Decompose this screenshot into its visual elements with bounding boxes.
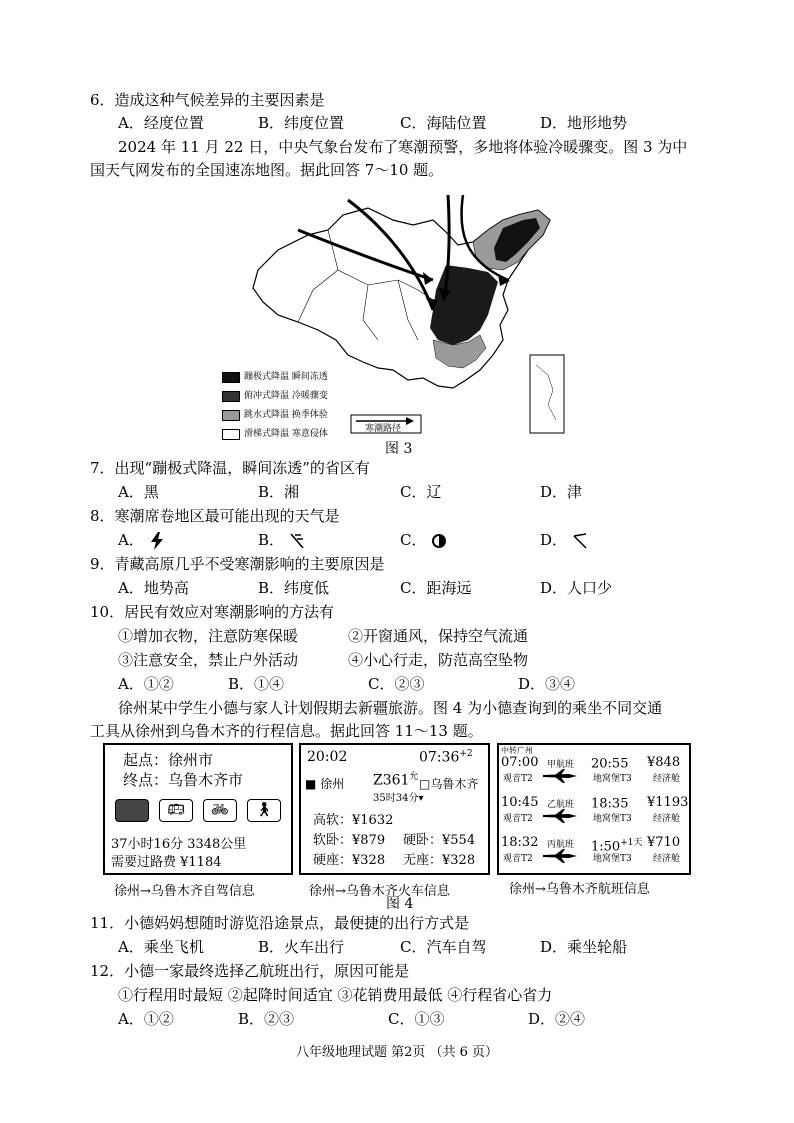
q10-option-b: B．①④ — [228, 675, 285, 693]
flight-arr-time-value: 1:50 — [591, 839, 621, 855]
train-number-value: Z361 — [373, 772, 410, 789]
airplane-icon — [543, 769, 579, 783]
q11-option-c: C．汽车自驾 — [400, 938, 487, 956]
train-price-hard-sleeper: 硬卧：¥554 — [403, 833, 476, 848]
q8-option-b — [258, 530, 307, 550]
train-from: ■ 徐州 — [305, 777, 345, 791]
train-arr-sup: +2 — [459, 749, 473, 759]
drive-duration: 37小时16分 3348公里 — [111, 837, 247, 852]
flight-arr-time-value: 18:35 — [591, 796, 629, 812]
map-legend — [222, 368, 328, 444]
train-to: □乌鲁木齐 — [419, 777, 479, 791]
flight-arr-time-value: 20:55 — [591, 756, 629, 772]
q12-statements: ①行程用时最短 ②起降时间适宜 ③花销费用最低 ④行程省心省力 — [118, 986, 553, 1004]
flight-row — [499, 795, 689, 831]
walk-icon: 🚶︎ — [247, 799, 281, 822]
q9-option-b: B．纬度低 — [258, 579, 330, 597]
bicycle-icon: 🚲︎ — [203, 799, 237, 822]
page-footer: 八年级地理试题 第2页 （共 6 页） — [295, 1045, 499, 1060]
q9-option-a: A．地势高 — [118, 579, 189, 597]
q12-stem: 12．小德一家最终选择乙航班出行，原因可能是 — [90, 962, 410, 980]
flight-dep-time: 07:00 — [501, 755, 539, 770]
figure3-caption: 图 3 — [385, 441, 413, 457]
q10-option-d: D．③④ — [518, 675, 576, 693]
flight-class: 经济舱 — [653, 854, 681, 864]
q6-option-a: A．经度位置 — [118, 114, 204, 132]
intro1-line2: 国天气网发布的全国速冻地图。据此回答 7～10 题。 — [90, 161, 444, 179]
flight-price: ¥848 — [647, 755, 681, 770]
flight-dep-time: 10:45 — [501, 795, 539, 810]
train-price-soft-sleeper: 软卧：¥879 — [313, 833, 386, 848]
q12-option-b: B．②③ — [238, 1010, 295, 1028]
flight-row — [499, 835, 689, 871]
route-legend-label: 寒潮路径 — [365, 424, 402, 434]
q12-option-d: D．②④ — [528, 1010, 586, 1028]
flight-dep-terminal: 观音T2 — [503, 814, 533, 824]
q7-option-b: B．湘 — [258, 483, 300, 501]
flight-arr-sup: +1天 — [620, 838, 643, 848]
flight-arr-time — [591, 795, 628, 811]
train-number — [373, 769, 418, 789]
flight-name: 丙航班 — [547, 840, 575, 850]
train-price-hard-seat: 硬座：¥328 — [313, 853, 386, 868]
south-sea-inset — [530, 355, 564, 433]
car-icon — [115, 799, 149, 822]
q7-stem: 7．出现“蹦极式降温，瞬间冻透”的省区有 — [90, 459, 370, 477]
q10-statement-4: ④小心行走，防范高空坠物 — [348, 651, 529, 669]
q9-option-d: D．人口少 — [540, 579, 613, 597]
flight-name: 乙航班 — [547, 800, 575, 810]
flight-caption: 徐州→乌鲁木齐航班信息 — [509, 882, 650, 897]
flight-arr-time — [591, 755, 628, 771]
q11-stem: 11．小德妈妈想随时游览沿途景点，最便捷的出行方式是 — [90, 914, 470, 932]
q8-option-d — [540, 530, 590, 550]
wind-icon — [289, 532, 307, 550]
wind-flag-icon — [572, 532, 590, 550]
self-drive-panel — [103, 743, 293, 875]
flight-row — [499, 755, 689, 791]
q6-option-b: B．纬度位置 — [258, 114, 345, 132]
flight-arr-terminal: 地窝堡T3 — [593, 774, 632, 784]
q8-option-d-label: D． — [540, 531, 568, 549]
q8-stem: 8．寒潮席卷地区最可能出现的天气是 — [90, 507, 340, 525]
train-arr-time-value: 07:36 — [419, 749, 460, 766]
intro2-line2: 工具从徐州到乌鲁木齐的行程信息。据此回答 11～13 题。 — [90, 722, 483, 740]
q7-option-c: C．辽 — [400, 483, 442, 501]
drive-end: 终点：乌鲁木齐市 — [123, 771, 244, 789]
drive-toll: 需要过路费 ¥1184 — [111, 855, 222, 870]
q10-statement-1: ①增加衣物，注意防寒保暖 — [118, 627, 299, 645]
q8-option-c — [400, 530, 447, 550]
partly-cloudy-icon — [431, 532, 447, 550]
airplane-icon — [543, 849, 579, 863]
q7-option-d: D．津 — [540, 483, 583, 501]
q10-option-a: A．①② — [118, 675, 174, 693]
bus-icon: 🚌︎ — [159, 799, 193, 822]
q9-stem: 9．青藏高原几乎不受寒潮影响的主要原因是 — [90, 555, 385, 573]
flight-class: 经济舱 — [653, 774, 681, 784]
intro2-line1: 徐州某中学生小德与家人计划假期去新疆旅游。图 4 为小德查询到的乘坐不同交通 — [118, 699, 663, 717]
flight-panel — [497, 743, 691, 875]
q8-option-c-label: C． — [400, 531, 427, 549]
flight-dep-terminal: 观音T2 — [503, 854, 533, 864]
q10-statement-3: ③注意安全，禁止户外活动 — [118, 651, 299, 669]
q10-option-c: C．②③ — [368, 675, 425, 693]
q8-option-b-label: B． — [258, 531, 285, 549]
flight-price: ¥710 — [647, 835, 681, 850]
q6-option-c: C．海陆位置 — [400, 114, 487, 132]
q8-option-a-label: A． — [118, 531, 144, 549]
train-panel — [299, 743, 490, 875]
flight-dep-terminal: 观音T2 — [503, 774, 533, 784]
flight-price: ¥1193 — [647, 795, 689, 810]
train-dep-time: 20:02 — [307, 749, 348, 765]
airplane-icon — [543, 809, 579, 823]
intro1-line1: 2024 年 11 月 22 日，中央气象台发布了寒潮预警，多地将体验冷暖骤变。图 3 为中 — [118, 138, 688, 156]
q12-option-c: C．①③ — [388, 1010, 445, 1028]
flight-class: 经济舱 — [653, 814, 681, 824]
flight-arr-terminal: 地窝堡T3 — [593, 814, 632, 824]
train-arr-time — [419, 749, 473, 766]
q12-option-a: A．①② — [118, 1010, 174, 1028]
q9-option-c: C．距海远 — [400, 579, 472, 597]
q11-option-a: A．乘坐飞机 — [118, 938, 204, 956]
legend-row: 跳水式降温 换季体验 — [222, 406, 328, 425]
legend-row: 蹦极式降温 瞬间冻透 — [222, 368, 328, 387]
train-price-soft-sleeper-deluxe: 高软：¥1632 — [313, 813, 394, 828]
figure4-caption: 图 4 — [386, 896, 414, 912]
flight-dep-time: 18:32 — [501, 835, 539, 850]
legend-row: 滑梯式降温 寒意侵体 — [222, 425, 328, 444]
flight-name: 甲航班 — [547, 760, 575, 770]
q6-option-d: D．地形地势 — [540, 114, 628, 132]
train-duration: 35时34分▾ — [373, 793, 424, 804]
drive-start: 起点：徐州市 — [123, 751, 214, 769]
thunderstorm-icon — [149, 532, 165, 550]
train-price-no-seat: 无座：¥328 — [403, 853, 476, 868]
q11-option-b: B．火车出行 — [258, 938, 345, 956]
legend-row: 俯冲式降温 冷暖骤变 — [222, 387, 328, 406]
drive-caption: 徐州→乌鲁木齐自驾信息 — [114, 884, 255, 899]
q11-option-d: D．乘坐轮船 — [540, 938, 628, 956]
q7-option-a: A．黑 — [118, 483, 159, 501]
flight-header: 中转广州 — [501, 746, 533, 755]
flight-arr-terminal: 地窝堡T3 — [593, 854, 632, 864]
q6-stem: 6．造成这种气候差异的主要因素是 — [90, 91, 325, 109]
transport-mode-icons — [115, 799, 291, 822]
q10-stem: 10．居民有效应对寒潮影响的方法有 — [90, 603, 335, 621]
train-caption: 徐州→乌鲁木齐火车信息 — [309, 884, 450, 899]
train-number-sup: 允 — [409, 772, 419, 782]
q8-option-a — [118, 530, 165, 550]
q10-statement-2: ②开窗通风，保持空气流通 — [348, 627, 529, 645]
